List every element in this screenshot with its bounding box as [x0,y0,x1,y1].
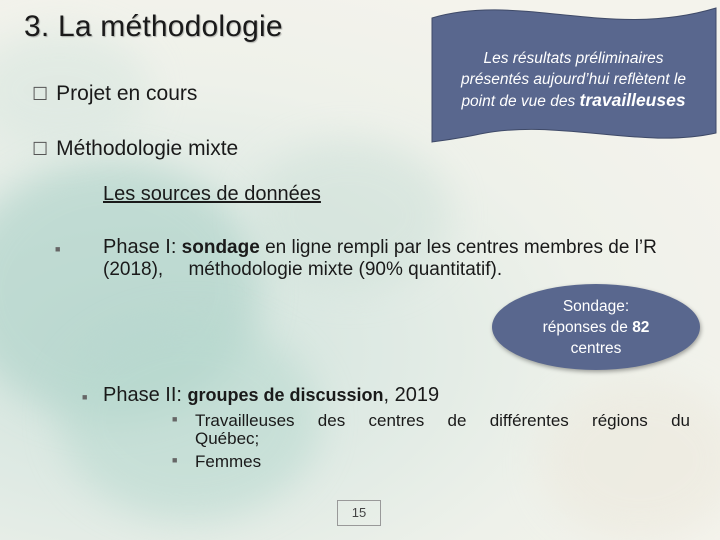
phase1-line1: en ligne rempli par les centres membres de l’R [265,237,657,258]
banner-line-1: Les résultats préliminaires [483,50,664,67]
oval-line-2-prefix: réponses de [542,318,628,336]
phase2-item-1 [195,411,690,430]
square-bullet-icon: ■ [172,414,178,424]
banner-text [436,48,711,112]
survey-oval [492,284,700,370]
checkbox-bullet-icon: ☐ [32,138,49,159]
phase2-bold: groupes de discussion [187,385,384,405]
checkbox-bullet-icon: ☐ [32,83,49,104]
phase2-item-1-cont: Québec; [195,429,260,448]
square-bullet-icon: ■ [172,455,178,465]
phase2-rest: , 2019 [383,384,440,406]
oval-number: 82 [632,318,650,336]
banner-line-3-prefix: point de vue des [461,93,576,110]
phase1-label: Phase I: [103,236,177,258]
phase1-text [103,236,657,281]
oval-line-1: Sondage: [562,297,630,315]
banner-emphasis: travailleuses [579,90,686,110]
square-bullet-icon: ■ [82,392,88,402]
page-number: 15 [337,500,381,526]
phase1-line2: méthodologie mixte (90% quantitatif). [188,259,503,280]
bullet-label: Projet en cours [56,82,198,105]
banner-line-2: présentés aujourd’hui reflètent le [461,71,686,88]
phase1-year: (2018), [103,259,164,280]
phase2-label: Phase II: [103,384,182,406]
phase2-item-1-line1: Travailleuses des centres de différentes régions du [195,411,690,430]
sources-heading: Les sources de données [103,183,321,205]
oval-line-2 [543,317,650,338]
phase2-item-2: Femmes [195,452,262,471]
slide-title: 3. La méthodologie [24,10,283,43]
bullet-label: Méthodologie mixte [56,137,239,160]
banner-line-3 [436,90,711,112]
phase1-bold: sondage [181,237,260,258]
square-bullet-icon: ■ [55,244,61,254]
oval-line-3: centres [570,339,622,357]
phase2-text [103,384,439,407]
